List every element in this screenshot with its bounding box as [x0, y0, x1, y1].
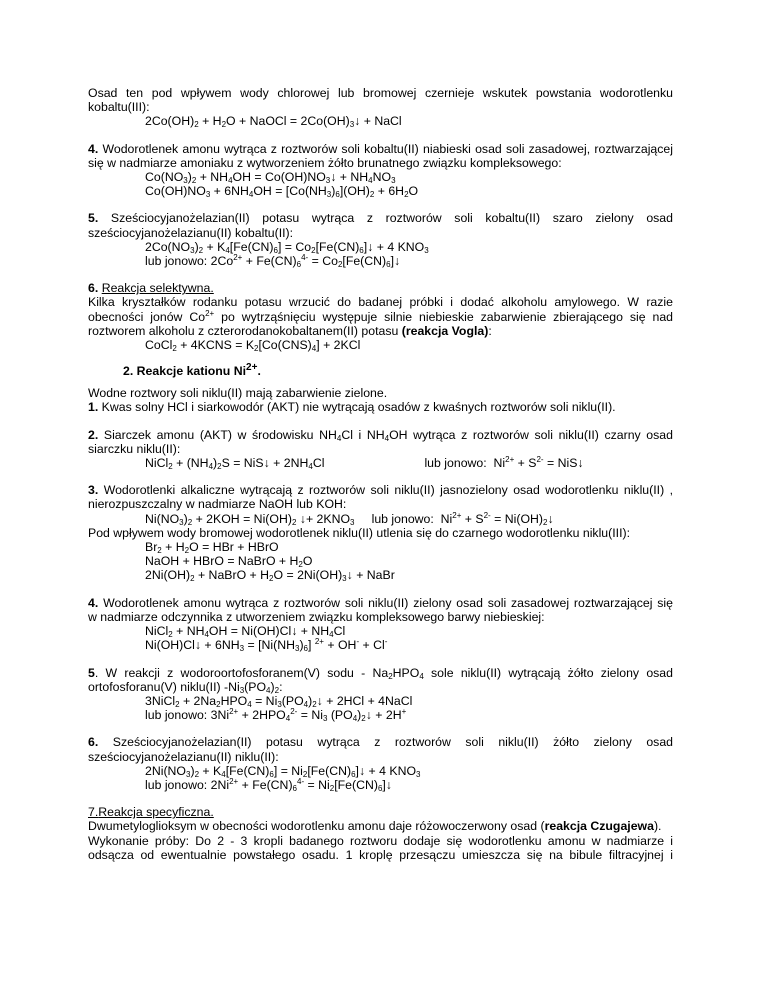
nickel-section-7-title: 7.Reakcja specyficzna.: [88, 805, 214, 820]
equation: $Co(NO_3)_2 + NH_4OH$ = $Co(OH)NO_3↓ + NH_4NO_3$: [145, 170, 396, 186]
equation: $Ni(NO_3)_2 + 2KOH = Ni(OH)_2$ ↓+ $2KNO_3$ lub jonowo: $Ni^{2+} + S^{2-}$ = $Ni(OH)_2↓$: [145, 510, 554, 527]
equation: $2Co(NO_3)_2 + K_4[Fe(CN)_6]$ = $Co_2[Fe(CN)_6]↓ + 4$ $KNO_3$: [145, 239, 429, 255]
nickel-section-7-line-1: Dwumetyloglioksym w obecności wodorotlenku amonu daje różowoczerwony osad (reakcja Czugajewa).: [88, 819, 662, 834]
equation: lub jonowo: $2Ni^{2+} + Fe(CN)_6^{4-}$ = $Ni_2[Fe(CN)_6]↓$: [145, 776, 392, 793]
cobalt-intro-line-2: kobaltu(III):: [88, 100, 150, 115]
equation: lub jonowo: $3Ni^{2+} + 2HPO_4^{2-} = Ni_3$ $(PO_4)_2↓ + 2H^+$: [145, 707, 407, 724]
nickel-section-4-line-2: w nadmiarze odczynnika z utworzeniem związku kompleksowego barwy niebieskiej:: [88, 609, 545, 624]
equation: lub jonowo: $2Co^{2+} + Fe(CN)_6^{4-}$ = $Co_2[Fe(CN)_6]↓$: [145, 253, 401, 270]
nickel-section-2-line-2: siarczku niklu(II):: [88, 441, 181, 456]
cobalt-intro-line-1: Osad ten pod wpływem wody chlorowej lub bromowej czernieje wskutek powstania wodorotlenku: [88, 86, 673, 100]
equation: $Br_2 + H_2O$ = HBr + HBrO: [145, 540, 279, 556]
document-page: [88, 86, 673, 862]
cobalt-section-6-line-3: roztworem alkoholu z czterorodanokobaltanem(II) potasu (reakcja Vogla):: [88, 323, 492, 338]
nickel-section-3-line-2: nierozpuszczalny w nadmiarze NaOH lub KOH:: [88, 497, 347, 512]
nickel-section-7-line-2: Wykonanie próby: Do 2 - 3 kropli badanego roztworu dodaje się wodorotlenku amonu w nadmiarze i: [88, 833, 673, 848]
nickel-section-6-line-2: sześciocyjanożelazianu(II) niklu(II):: [88, 749, 279, 764]
equation: $2Ni(OH)_2$ + NaBrO + $H_2O$ = $2Ni(OH)_3↓$ + NaBr: [145, 568, 395, 584]
cobalt-section-6-line-2: obecności jonów $Co^{2+}$ po wytrząśnięciu występuje silnie niebieskie zabarwienie zbierającego się nad: [88, 308, 674, 324]
nickel-section-5-line-2: ortofosforanu(V) niklu(II) $-Ni_3(PO_4)_2$:: [88, 679, 283, 695]
nickel-section-3-line-1: 3. Wodorotlenki alkaliczne wytrącają z roztworów soli niklu(II) jasnozielony osad wodorotlenku niklu(II) ,: [88, 483, 674, 498]
equation: 3NiCl$_2$ + $2Na_2HPO_4$ = $Ni_3(PO_4)_2↓ + 2HCl$ + 4NaCl: [145, 693, 413, 709]
equation: $2Co(OH)_2 + H_2O$ + NaOCl = $2Co(OH)_3↓$ + NaCl: [145, 114, 402, 130]
cobalt-section-6-line-1: Kilka kryształków rodanku potasu wrzucić do badanej próbki i dodać alkoholu amylowego. W razie: [88, 295, 673, 310]
nickel-section-2-line-1: 2. Siarczek amonu (AKT) w środowisku $NH_4Cl$ i $NH_4OH$ wytrąca z roztworów soli niklu(II) czarny osad: [88, 427, 673, 443]
equation: Ni(OH)Cl↓ + $6NH_3 = [Ni(NH_3)_6] ^{2+} + OH^- + Cl^-$: [145, 637, 388, 654]
nickel-section-4-line-1: 4. Wodorotlenek amonu wytrąca z roztworów soli niklu(II) zielony osad soli zasadowej roztwarzającej się: [88, 595, 673, 610]
equation: NaOH + HBrO = NaBrO + $H_2O$: [145, 554, 313, 570]
equation: CoCl$_2$ + 4KCNS = $K_2[Co(CNS)_4] + 2KCl$: [145, 338, 361, 354]
cobalt-section-4-line-2: się w nadmiarze amoniaku z wytworzeniem żółto brunatnego związku kompleksowego:: [88, 155, 562, 170]
equation: $Co(OH)NO_3 + 6NH_4OH = [Co(NH_3)_6](OH)_2 + 6H_2O$: [145, 184, 419, 200]
equation: $2Ni(NO_3)_2 + K_4[Fe(CN)_6]$ = $Ni_2[Fe(CN)_6]↓ + 4$ $KNO_3$: [145, 763, 421, 779]
nickel-section-7-line-3: odsącza od ewentualnie powstałego osadu. 1 kroplę przesączu umieszcza się na bibule filtracyjnej i: [88, 847, 673, 862]
cobalt-section-5-line-2: sześciocyjanożelazianu(II) kobaltu(II):: [88, 225, 294, 240]
cobalt-section-6-title: 6. Reakcja selektywna.: [88, 281, 214, 296]
nickel-section-6-line-1: 6. Sześciocyjanożelazian(II) potasu wytrąca z roztworów soli niklu(II) żółto zielony osad: [88, 735, 673, 750]
nickel-heading: 2. Reakcje kationu $Ni^{2+}$.: [123, 362, 261, 379]
nickel-section-3-line-3: Pod wpływem wody bromowej wodorotlenek niklu(II) utlenia się do czarnego wodorotlenku niklu(III):: [88, 525, 631, 540]
nickel-section-5-line-1: 5. W reakcji z wodoroortofosforanem(V) sodu - $Na_2HPO_4$ sole niklu(II) wytrącają żółto zielony osad: [88, 665, 673, 681]
equation: NiCl$_2$ + $(NH_4)_2S$ = NiS↓ + $2NH_4Cl$ lub jonowo: $Ni^{2+} + S^{2-}$ = NiS↓: [145, 455, 584, 472]
cobalt-section-4-line-1: 4. Wodorotlenek amonu wytrąca z roztworów soli kobaltu(II) niabieski osad soli zasadowej, roztwarzającej: [88, 141, 673, 156]
cobalt-section-5-line-1: 5. Sześciocyjanożelazian(II) potasu wytrąca z roztworów soli kobaltu(II) szaro zielony osad: [88, 211, 673, 226]
nickel-intro: Wodne roztwory soli niklu(II) mają zabarwienie zielone.: [88, 386, 388, 401]
nickel-section-1: 1. Kwas solny HCl i siarkowodór (AKT) nie wytrącają osadów z kwaśnych roztworów soli niklu(II).: [88, 400, 616, 415]
equation: NiCl$_2$ + $NH_4OH$ = Ni(OH)Cl↓ + $NH_4Cl$: [145, 624, 346, 640]
